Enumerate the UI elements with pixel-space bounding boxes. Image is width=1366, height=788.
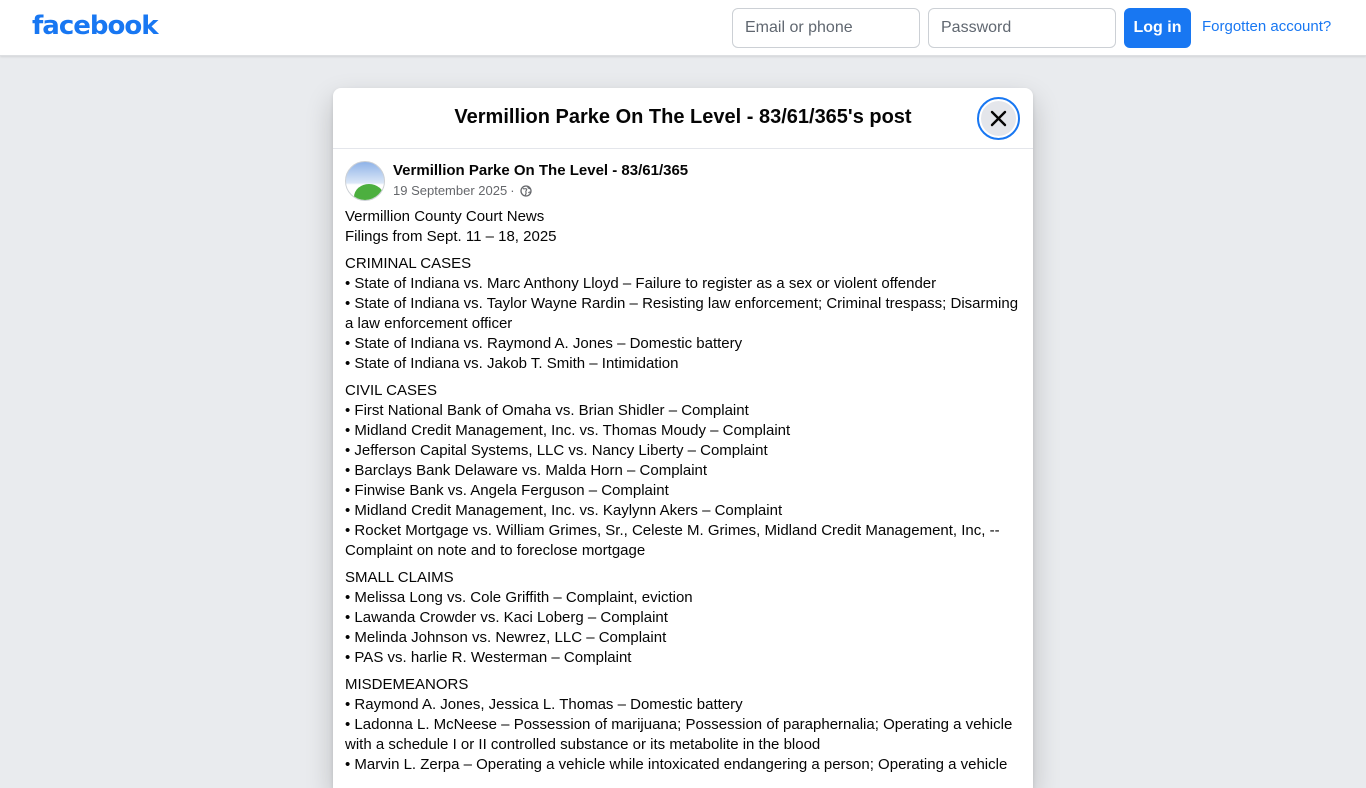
- post-line: Vermillion County Court News: [345, 208, 545, 225]
- civil-cases-section: [345, 381, 1021, 561]
- globe-icon: [520, 185, 532, 197]
- list-item: • State of Indiana vs. Marc Anthony Lloyd – Failure to register as a sex or violent offender: [345, 275, 937, 292]
- criminal-cases-section: [345, 254, 1021, 374]
- list-item: • Jefferson Capital Systems, LLC vs. Nancy Liberty – Complaint: [345, 442, 768, 459]
- list-item: • Finwise Bank vs. Angela Ferguson – Complaint: [345, 482, 669, 499]
- list-item: • Midland Credit Management, Inc. vs. Thomas Moudy – Complaint: [345, 422, 791, 439]
- list-item: • Raymond A. Jones, Jessica L. Thomas – Domestic battery: [345, 696, 743, 713]
- post-author[interactable]: Vermillion Parke On The Level - 83/61/365: [393, 162, 689, 179]
- small-claims-section: [345, 568, 1021, 668]
- section-heading: SMALL CLAIMS: [345, 569, 454, 586]
- post-line: Filings from Sept. 11 – 18, 2025: [345, 228, 557, 245]
- list-item: • Rocket Mortgage vs. William Grimes, Sr., Celeste M. Grimes, Midland Credit Management, Inc, -- Complaint on note and to foreclose mortgage: [345, 522, 1000, 559]
- top-navigation-bar: [0, 0, 1366, 56]
- password-input[interactable]: [928, 8, 1116, 48]
- list-item: • State of Indiana vs. Taylor Wayne Rardin – Resisting law enforcement; Criminal trespass; Disarming a law enforcement officer: [345, 295, 1019, 332]
- post-date[interactable]: 19 September 2025: [393, 183, 508, 198]
- section-heading: CIVIL CASES: [345, 382, 437, 399]
- close-dialog-button[interactable]: [977, 97, 1020, 140]
- list-item: • Melissa Long vs. Cole Griffith – Complaint, eviction: [345, 589, 693, 606]
- list-item: • Marvin L. Zerpa – Operating a vehicle while intoxicated endangering a person; Operating a vehicle: [345, 756, 1008, 773]
- list-item: • First National Bank of Omaha vs. Brian Shidler – Complaint: [345, 402, 749, 419]
- section-heading: CRIMINAL CASES: [345, 255, 472, 272]
- post-dialog: [333, 88, 1033, 788]
- email-or-phone-input[interactable]: [732, 8, 920, 48]
- meta-separator: ·: [510, 183, 515, 198]
- list-item: • Ladonna L. McNeese – Possession of marijuana; Possession of paraphernalia; Operating a vehicle with a schedule I or II controlled substance or its metabolite in the blood: [345, 716, 1013, 753]
- misdemeanors-section: [345, 675, 1021, 775]
- list-item: • State of Indiana vs. Raymond A. Jones – Domestic battery: [345, 335, 743, 352]
- page-avatar[interactable]: [345, 161, 385, 201]
- list-item: • Lawanda Crowder vs. Kaci Loberg – Complaint: [345, 609, 668, 626]
- list-item: • Barclays Bank Delaware vs. Malda Horn – Complaint: [345, 462, 708, 479]
- post-text: [345, 207, 1021, 782]
- section-heading: MISDEMEANORS: [345, 676, 469, 693]
- list-item: • Midland Credit Management, Inc. vs. Kaylynn Akers – Complaint: [345, 502, 783, 519]
- close-icon: [990, 110, 1007, 127]
- post-intro: [345, 207, 1021, 247]
- post-meta: [393, 183, 532, 198]
- list-item: • PAS vs. harlie R. Westerman – Complaint: [345, 649, 632, 666]
- list-item: • Melinda Johnson vs. Newrez, LLC – Complaint: [345, 629, 667, 646]
- list-item: • State of Indiana vs. Jakob T. Smith – Intimidation: [345, 355, 679, 372]
- dialog-title: Vermillion Parke On The Level - 83/61/365's post: [454, 106, 912, 128]
- log-in-button[interactable]: Log in: [1124, 8, 1191, 48]
- forgotten-account-link[interactable]: Forgotten account?: [1202, 18, 1332, 35]
- facebook-logo[interactable]: facebook: [32, 11, 158, 41]
- dialog-header: [333, 88, 1033, 149]
